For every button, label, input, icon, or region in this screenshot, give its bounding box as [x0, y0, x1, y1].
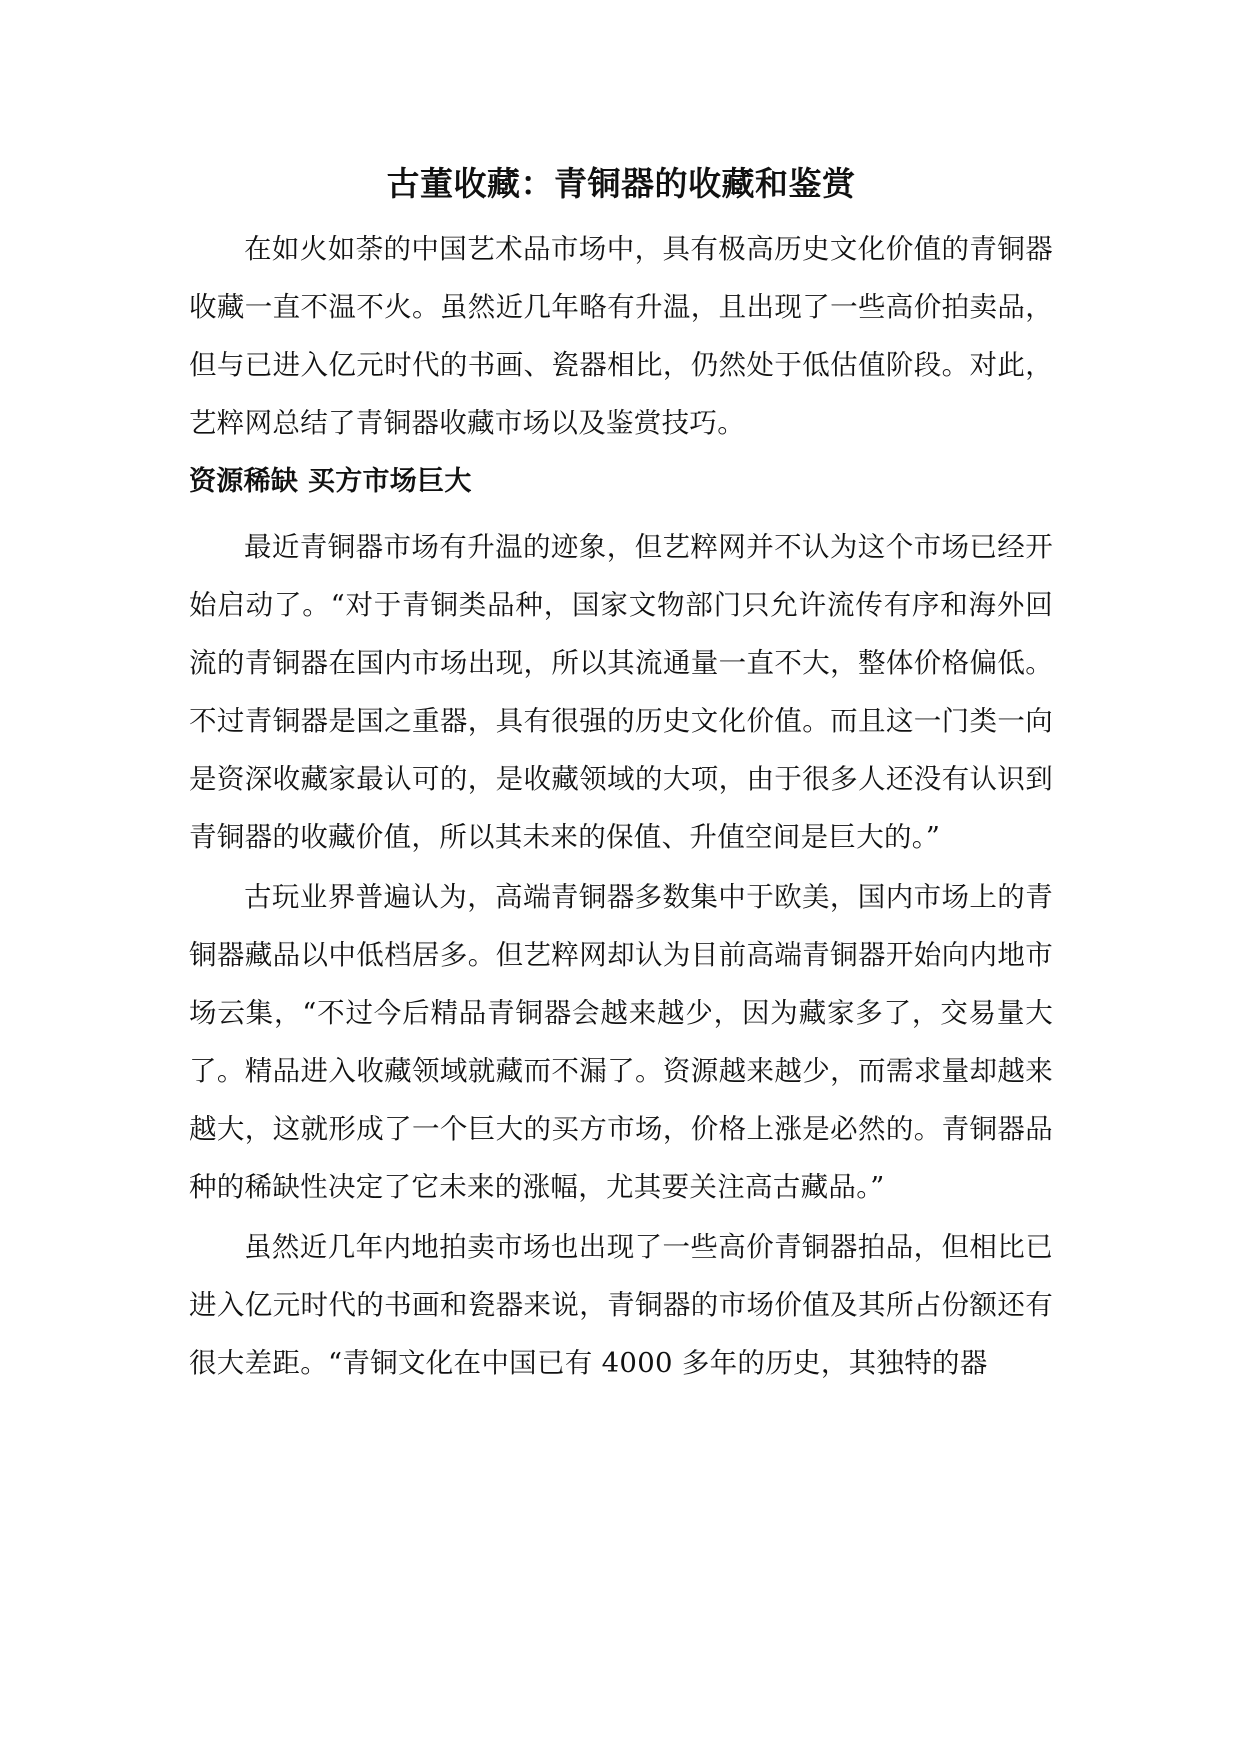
- paragraph-intro: 在如火如荼的中国艺术品市场中，具有极高历史文化价值的青铜器收藏一直不温不火。虽然近几年略有升温，且出现了一些高价拍卖品，但与已进入亿元时代的书画、瓷器相比，仍然处于低估值阶段。对此，艺粹网总结了青铜器收藏市场以及鉴赏技巧。: [189, 233, 1053, 439]
- paragraph-auction: 虽然近几年内地拍卖市场也出现了一些高价青铜器拍品，但相比已进入亿元时代的书画和瓷器来说，青铜器的市场价值及其所占份额还有很大差距。“青铜文化在中国已有 4000 多年的历史，其独特的器: [189, 1231, 1053, 1379]
- paragraph-high-end: 古玩业界普遍认为，高端青铜器多数集中于欧美，国内市场上的青铜器藏品以中低档居多。但艺粹网却认为目前高端青铜器开始向内地市场云集，“不过今后精品青铜器会越来越少，因为藏家多了，交易量大了。精品进入收藏领域就藏而不漏了。资源越来越少，而需求量却越来越大，这就形成了一个巨大的买方市场，价格上涨是必然的。青铜器品种的稀缺性决定了它未来的涨幅，尤其要关注高古藏品。”: [189, 881, 1053, 1203]
- document-page: [189, 0, 1053, 1754]
- document-body: [189, 220, 1053, 1394]
- section-heading: 资源稀缺 买方市场巨大: [189, 466, 472, 497]
- document-title: 古董收藏：青铜器的收藏和鉴赏: [386, 164, 856, 203]
- paragraph-market: 最近青铜器市场有升温的迹象，但艺粹网并不认为这个市场已经开始启动了。“对于青铜类品种，国家文物部门只允许流传有序和海外回流的青铜器在国内市场出现，所以其流通量一直不大，整体价格偏低。不过青铜器是国之重器，具有很强的历史文化价值。而且这一门类一向是资深收藏家最认可的，是收藏领域的大项，由于很多人还没有认识到青铜器的收藏价值，所以其未来的保值、升值空间是巨大的。”: [189, 531, 1053, 853]
